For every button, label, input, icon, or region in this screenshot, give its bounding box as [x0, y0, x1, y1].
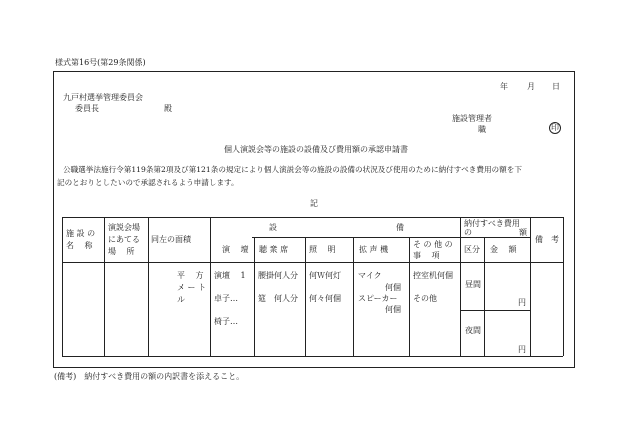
- speaker-item-1: マイク: [358, 271, 382, 280]
- stage-item-1: 演壇 1: [214, 271, 246, 280]
- seats-item-1: 腰掛何人分: [258, 271, 298, 280]
- form-number-label: 様式第16号(第29条関係): [55, 58, 146, 67]
- area-unit-2: メ ー ト: [177, 283, 207, 292]
- header-fee-2a: の: [464, 228, 472, 237]
- document-title: 個人演説会等の施設の設備及び費用額の承認申請書: [224, 145, 408, 154]
- header-remarks: 備 考: [535, 235, 559, 244]
- subheader-loudspeaker: 拡 声 機: [359, 245, 389, 254]
- yen-unit-night: 円: [518, 345, 526, 354]
- other-item-1: 控室机何個: [413, 271, 453, 280]
- subheader-lighting: 照 明: [309, 245, 336, 254]
- addressee-committee: 九戸村選挙管理委員会: [63, 93, 143, 102]
- speaker-item-4: 何個: [385, 305, 401, 314]
- speaker-item-3: スピーカー: [358, 294, 398, 303]
- subheader-other-1: そ の 他 の: [413, 240, 453, 249]
- subheader-amount: 金 額: [490, 245, 517, 254]
- header-area: 同左の面積: [151, 235, 191, 244]
- header-equipment-bi: 備: [396, 223, 404, 232]
- header-facility-name-1: 施 設 の: [66, 229, 96, 238]
- lighting-item-1: 何Ｗ何灯: [309, 271, 341, 280]
- applicant-role: 職: [478, 125, 486, 134]
- header-venue-1: 演説会場: [108, 223, 140, 232]
- speaker-item-2: 何個: [385, 283, 401, 292]
- header-venue-3: 場 所: [108, 247, 135, 256]
- header-fee-1: 納付すべき費用: [464, 219, 520, 228]
- body-text-line-2: 記のとおりとしたいので承認されるよう申請します。: [57, 178, 239, 187]
- lighting-item-2: 何々何個: [309, 294, 341, 303]
- footnote: (備考) 納付すべき費用の額の内訳書を添えること。: [54, 372, 245, 381]
- area-unit-3: ル: [177, 295, 185, 304]
- header-fee-2b: 額: [519, 228, 527, 237]
- date-month: 月: [527, 82, 535, 91]
- document-frame: [53, 71, 575, 368]
- subheader-division: 区分: [464, 245, 480, 254]
- other-item-2: その他: [413, 294, 437, 303]
- area-unit-1: 平 方: [177, 271, 204, 280]
- stage-item-3: 椅子…: [214, 317, 238, 326]
- division-nighttime: 夜間: [465, 326, 481, 335]
- yen-unit-day: 円: [518, 298, 526, 307]
- subheader-stage: 演 壇: [222, 245, 249, 254]
- date-day: 日: [552, 82, 560, 91]
- seats-item-2: 筵 何人分: [258, 294, 298, 303]
- stage-item-2: 卓子…: [214, 294, 238, 303]
- date-year: 年: [500, 82, 508, 91]
- seal-icon: 印: [551, 123, 559, 132]
- ki-label: 記: [310, 199, 318, 208]
- subheader-other-2: 事 項: [413, 251, 440, 260]
- subheader-audience-seats: 聴 衆 席: [259, 245, 289, 254]
- header-equipment-setsu: 設: [269, 223, 277, 232]
- applicant-title: 施設管理者: [452, 114, 492, 123]
- addressee-honorific: 殿: [164, 104, 172, 113]
- header-venue-2: にあてる: [108, 235, 140, 244]
- division-daytime: 昼間: [465, 280, 481, 289]
- header-facility-name-2: 名 称: [66, 241, 93, 250]
- body-text-line-1: 公職選挙法施行令第119条第2項及び第121条の規定により個人演説会等の施設の設備の状況及び使用のために納付すべき費用の額を下: [63, 165, 522, 174]
- addressee-chair: 委員長: [75, 104, 99, 113]
